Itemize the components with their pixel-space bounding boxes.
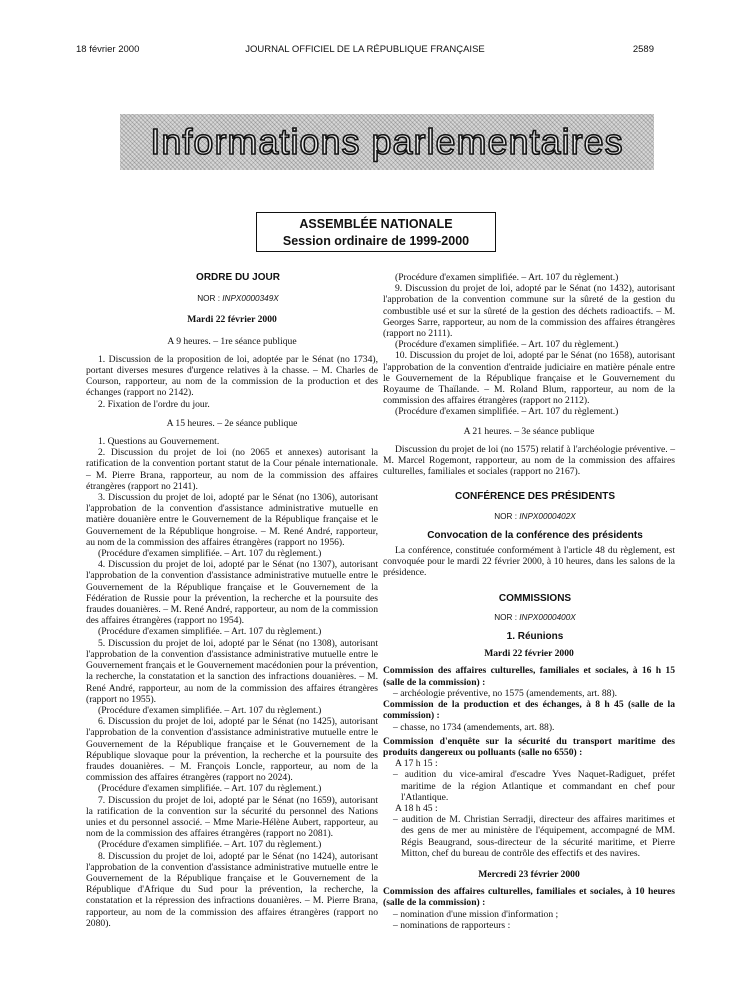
nor-label: NOR :	[197, 294, 223, 304]
agenda-paragraph: (Procédure d'examen simplifiée. – Art. 107 du règlement.)	[98, 704, 322, 716]
page-header	[76, 44, 654, 58]
agenda-paragraph: 10. Discussion du projet de loi, adopté par le Sénat (no 1658), autorisant l'approbation de la convention d'entraide judiciaire en matière pénale entre le Gouvernement de la République française et le Gouvernement du Royaume de Thaïlande. – M. Roland Blum, rapporteur, au nom de la commission des affaires étrangères (rapport no 2112).	[383, 350, 675, 407]
commission-entry: Commission des affaires culturelles, familiales et sociales, à 10 heures (salle de la commission) :	[383, 886, 675, 909]
agenda-paragraph: 6. Discussion du projet de loi, adopté par le Sénat (no 1425), autorisant l'approbation de la convention d'assistance administrative mutuelle entre le Gouvernement de la République française et le Gouvernement de la République slovaque pour la prévention, la recherche et la poursuite des fraudes douanières. – M. François Loncle, rapporteur, au nom de la commission des affaires étrangères (rapport no 2024).	[86, 716, 378, 784]
agenda-paragraph: 7. Discussion du projet de loi, adopté par le Sénat (no 1659), autorisant la ratification de la convention sur la sécurité du personnel des Nations unies et du personnel associé. – Mme Marie-Hélène Aubert, rapporteur, au nom de la commission des affaires étrangères (rapport no 2081).	[86, 794, 378, 840]
nor-code: INPX0000349X	[222, 294, 279, 304]
agenda-subitem: – audition du vice-amiral d'escadre Yves Naquet-Radiguet, préfet maritime de la région Atlantique et commandant en chef pour l'Atlantique.	[393, 769, 675, 803]
agenda-paragraph: (Procédure d'examen simplifiée. – Art. 107 du règlement.)	[98, 548, 322, 560]
agenda-paragraph: A 18 h 45 :	[395, 802, 438, 814]
section-heading: COMMISSIONS	[498, 592, 572, 604]
agenda-paragraph: (Procédure d'examen simplifiée. – Art. 107 du règlement.)	[395, 339, 619, 351]
centered-line: A 9 heures. – 1re séance publique	[167, 335, 297, 347]
agenda-paragraph: (Procédure d'examen simplifiée. – Art. 107 du règlement.)	[98, 626, 322, 638]
nor-reference	[383, 612, 675, 623]
banner-title: Informations parlementaires	[150, 121, 624, 162]
agenda-paragraph: La conférence, constituée conformément à l'article 48 du règlement, est convoquée pour le mardi 22 février 2000, à 10 heures, dans les salons de la présidence.	[383, 545, 675, 579]
agenda-paragraph: 4. Discussion du projet de loi, adopté par le Sénat (no 1307), autorisant l'approbation de la convention d'assistance administrative mutuelle entre le Gouvernement de la République française et le Gouvernement de la Fédération de Russie pour la prévention, la recherche et la poursuite des fraudes douanières. – M. René André, rapporteur, au nom de la commission des affaires étrangères (rapport no 1954).	[86, 559, 378, 627]
agenda-subitem: – audition de M. Christian Serradji, directeur des affaires maritimes et des gens de mer au ministère de l'équipement, accompagné de MM. Régis Beaugrand, sous-directeur de la sécurité maritime, et Pierre Mitton, chef du bureau de contrôle des effectifs et des navires.	[393, 814, 675, 859]
agenda-paragraph: 2. Fixation de l'ordre du jour.	[98, 398, 210, 410]
session-name: Session ordinaire de 1999-2000	[282, 234, 470, 248]
agenda-subitem: – archéologie préventive, no 1575 (amendements, art. 88).	[393, 687, 618, 699]
agenda-paragraph: (Procédure d'examen simplifiée. – Art. 107 du règlement.)	[395, 406, 619, 418]
assembly-name: ASSEMBLÉE NATIONALE	[299, 217, 453, 231]
nor-label: NOR :	[494, 511, 520, 521]
agenda-subitem: – nomination d'une mission d'information ;	[393, 908, 559, 920]
centered-line: Mercredi 23 février 2000	[478, 868, 580, 880]
agenda-paragraph: (Procédure d'examen simplifiée. – Art. 107 du règlement.)	[98, 839, 322, 851]
centered-line: A 15 heures. – 2e séance publique	[166, 417, 298, 429]
centered-line: Mardi 22 février 2000	[187, 314, 277, 326]
commission-entry: Commission des affaires culturelles, familiales et sociales, à 16 h 15 (salle de la commission) :	[383, 665, 675, 688]
right-column	[383, 272, 675, 931]
agenda-paragraph: 1. Discussion de la proposition de loi, adoptée par le Sénat (no 1734), portant diverses mesures d'urgence relatives à la chasse. – M. Charles de Courson, rapporteur, au nom de la commission de la production et des échanges (rapport no 2142).	[86, 353, 378, 399]
agenda-paragraph: 8. Discussion du projet de loi, adopté par le Sénat (no 1424), autorisant l'approbation de la convention d'assistance administrative mutuelle entre le Gouvernement de la République française et le Gouvernement de la République d'Afrique du Sud pour la prévention, la recherche, la constatation et la répression des infractions douanières. – M. Pierre Brana, rapporteur, au nom de la commission des affaires étrangères (rapport no 2080).	[86, 850, 378, 929]
nor-code: INPX0000402X	[519, 511, 576, 521]
nor-code: INPX0000400X	[519, 612, 576, 622]
nor-label: NOR :	[494, 612, 520, 622]
agenda-subitem: – nominations de rapporteurs :	[393, 919, 511, 931]
commission-entry: Commission d'enquête sur la sécurité du transport maritime des produits dangereux ou polluants (salle no 6550) :	[383, 735, 675, 758]
header-journal-title: JOURNAL OFFICIEL DE LA RÉPUBLIQUE FRANÇAISE	[245, 44, 485, 55]
left-column	[86, 272, 378, 929]
section-banner	[120, 114, 654, 170]
assembly-box	[256, 212, 496, 252]
agenda-paragraph: (Procédure d'examen simplifiée. – Art. 107 du règlement.)	[98, 783, 322, 795]
commission-entry: Commission de la production et des échanges, à 8 h 45 (salle de la commission) :	[383, 699, 675, 722]
agenda-subitem: – chasse, no 1734 (amendements, art. 88).	[393, 721, 555, 733]
section-heading: Convocation de la conférence des présidents	[427, 529, 643, 541]
centered-line: A 21 heures. – 3e séance publique	[463, 425, 595, 437]
header-date: 18 février 2000	[76, 44, 140, 55]
agenda-paragraph: 1. Questions au Gouvernement.	[98, 436, 220, 448]
header-page-number: 2589	[632, 44, 654, 55]
section-heading: CONFÉRENCE DES PRÉSIDENTS	[454, 491, 616, 503]
nor-reference	[383, 511, 675, 522]
section-heading: ORDRE DU JOUR	[196, 272, 280, 283]
nor-reference	[86, 293, 378, 304]
agenda-paragraph: A 17 h 15 :	[395, 758, 438, 770]
section-heading: 1. Réunions	[506, 631, 564, 643]
agenda-paragraph: 9. Discussion du projet de loi, adopté par le Sénat (no 1432), autorisant l'approbation de la convention commune sur la sûreté de la gestion du combustible usé et sur la sûreté de la gestion des déchets radioactifs. – M. Georges Sarre, rapporteur, au nom de la commission des affaires étrangères (rapport no 2111).	[383, 283, 675, 340]
agenda-paragraph: Discussion du projet de loi (no 1575) relatif à l'archéologie préventive. – M. Marcel Rogemont, rapporteur, au nom de la commission des affaires culturelles, familiales et sociales (rapport no 2167).	[383, 443, 675, 478]
agenda-paragraph: (Procédure d'examen simplifiée. – Art. 107 du règlement.)	[395, 272, 619, 283]
agenda-paragraph: 5. Discussion du projet de loi, adopté par le Sénat (no 1308), autorisant l'approbation de la convention d'assistance administrative mutuelle entre le Gouvernement français et le Gouvernement macédonien pour la prévention, la recherche, la constatation et la sanction des infractions douanières. – M. René André, rapporteur, au nom de la commission des affaires étrangères (rapport no 1955).	[86, 637, 378, 705]
centered-line: Mardi 22 février 2000	[484, 648, 574, 660]
agenda-paragraph: 2. Discussion du projet de loi (no 2065 et annexes) autorisant la ratification de la convention portant statut de la Cour pénale internationale. – M. Pierre Brana, rapporteur, au nom de la commission des affaires étrangères (rapport no 2141).	[86, 447, 378, 492]
agenda-paragraph: 3. Discussion du projet de loi, adopté par le Sénat (no 1306), autorisant l'approbation de la convention d'assistance administrative mutuelle en matière douanière entre le Gouvernement de la République française et le Gouvernement de la République hongroise. – M. René André, rapporteur, au nom de la commission des affaires étrangères (rapport no 1956).	[86, 492, 378, 548]
